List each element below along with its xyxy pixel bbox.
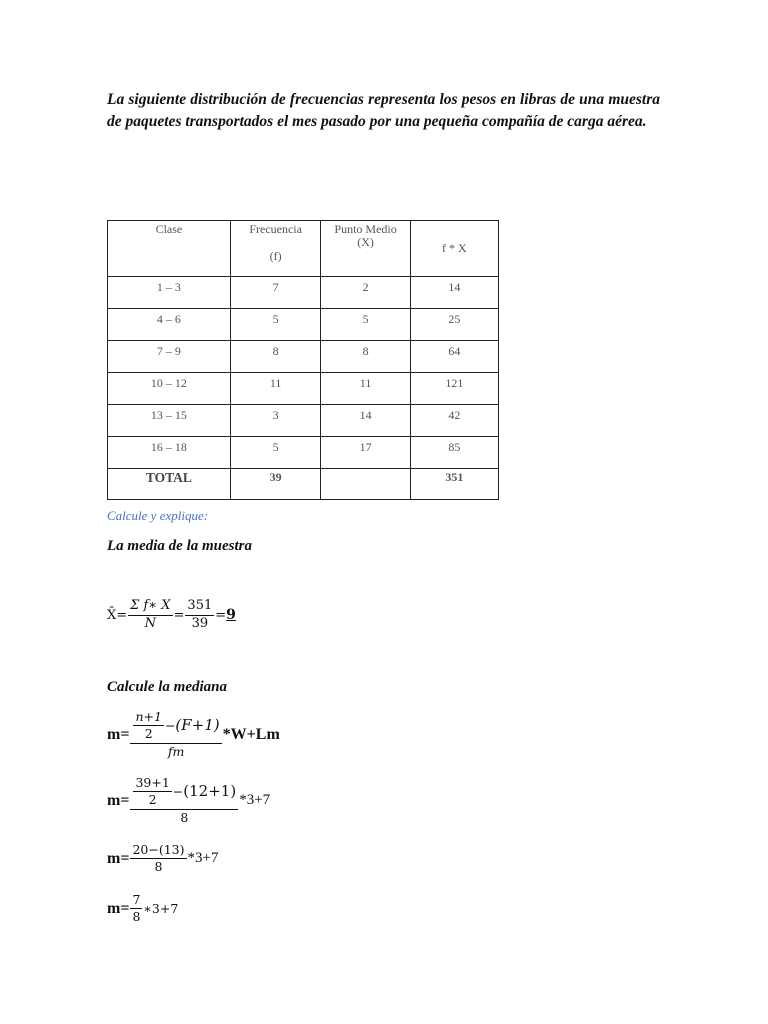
total-f: 39 — [230, 469, 321, 500]
mean-equals: = — [173, 607, 185, 623]
paren-term: (12+1) — [183, 782, 237, 801]
header-punto-medio: Punto Medio (X) — [321, 221, 410, 277]
mean-lhs: X̄= — [107, 607, 128, 623]
mean-equals-2: = — [215, 607, 227, 623]
cell-x: 17 — [321, 437, 410, 469]
mean-formula — [107, 599, 236, 632]
mean-heading: La media de la muestra — [107, 538, 252, 554]
formula-rest: *3+7 — [239, 792, 271, 809]
header-fx: f * X — [410, 221, 498, 277]
cell-clase: 1 – 3 — [108, 277, 231, 309]
median-formula-step3 — [107, 843, 218, 875]
table-row — [108, 373, 499, 405]
numerator: 20−(13) — [130, 843, 186, 859]
table-header-row — [108, 221, 499, 277]
cell-clase: 10 – 12 — [108, 373, 231, 405]
cell-clase: 7 – 9 — [108, 341, 231, 373]
mean-result: 9 — [226, 607, 236, 624]
table-row — [108, 309, 499, 341]
denominator: 8 — [132, 909, 141, 925]
total-fx: 351 — [410, 469, 498, 500]
total-x — [321, 469, 410, 500]
denominator: 8 — [154, 859, 163, 875]
cell-f: 5 — [230, 437, 321, 469]
inner-denominator: 2 — [148, 792, 157, 808]
median-heading: Calcule la mediana — [107, 679, 227, 695]
table-row — [108, 341, 499, 373]
inner-denominator: 2 — [144, 726, 153, 742]
cell-fx: 25 — [410, 309, 498, 341]
cell-x: 2 — [321, 277, 410, 309]
cell-fx: 85 — [410, 437, 498, 469]
formula-rest: *3+7 — [187, 850, 219, 867]
median-formula-step4 — [107, 893, 178, 925]
formula-lhs: m= — [107, 899, 130, 917]
mean-numerator-value: 351 — [185, 599, 214, 616]
outer-denominator: 8 — [180, 809, 189, 825]
cell-f: 5 — [230, 309, 321, 341]
cell-f: 7 — [230, 277, 321, 309]
cell-fx: 14 — [410, 277, 498, 309]
minus-sign: − — [172, 783, 184, 799]
formula-rest: *W+Lm — [222, 725, 280, 743]
cell-clase: 13 – 15 — [108, 405, 231, 437]
mean-fraction — [128, 599, 172, 632]
minus-sign: − — [164, 717, 176, 733]
cell-x: 11 — [321, 373, 410, 405]
median-formula-general — [107, 710, 280, 759]
outer-fraction — [130, 776, 238, 825]
cell-x: 14 — [321, 405, 410, 437]
inner-numerator: 39+1 — [133, 776, 171, 792]
cell-fx: 64 — [410, 341, 498, 373]
formula-lhs: m= — [107, 849, 130, 867]
paren-term: (F+1) — [175, 716, 220, 735]
inner-numerator: n+1 — [133, 710, 163, 726]
mean-numerator: Σ f∗ X — [128, 599, 172, 616]
total-label: TOTAL — [108, 469, 231, 500]
table-total-row — [108, 469, 499, 500]
cell-x: 8 — [321, 341, 410, 373]
fraction — [130, 893, 142, 925]
outer-fraction — [130, 710, 221, 759]
header-clase: Clase — [108, 221, 231, 277]
mean-denominator: N — [144, 615, 157, 631]
formula-rest: ∗3+7 — [143, 901, 179, 917]
mean-fraction-values — [185, 599, 214, 632]
mean-denominator-value: 39 — [191, 615, 209, 631]
table-row — [108, 405, 499, 437]
subtitle: Calcule y explique: — [107, 508, 209, 523]
intro-paragraph: La siguiente distribución de frecuencias representa los pesos en libras de una muestra de paquetes transportados el mes pasado por una pequeña compañía de carga aérea. — [107, 91, 660, 130]
cell-f: 8 — [230, 341, 321, 373]
formula-lhs: m= — [107, 791, 130, 809]
header-frecuencia: Frecuencia (f) — [230, 221, 321, 277]
cell-fx: 42 — [410, 405, 498, 437]
table-row — [108, 437, 499, 469]
cell-f: 11 — [230, 373, 321, 405]
frequency-table — [107, 220, 499, 500]
median-formula-substituted — [107, 776, 270, 825]
cell-clase: 4 – 6 — [108, 309, 231, 341]
formula-lhs: m= — [107, 725, 130, 743]
numerator: 7 — [130, 893, 142, 909]
cell-clase: 16 – 18 — [108, 437, 231, 469]
fraction — [130, 843, 186, 875]
outer-denominator: fm — [167, 743, 185, 759]
cell-f: 3 — [230, 405, 321, 437]
cell-fx: 121 — [410, 373, 498, 405]
table-row — [108, 277, 499, 309]
cell-x: 5 — [321, 309, 410, 341]
